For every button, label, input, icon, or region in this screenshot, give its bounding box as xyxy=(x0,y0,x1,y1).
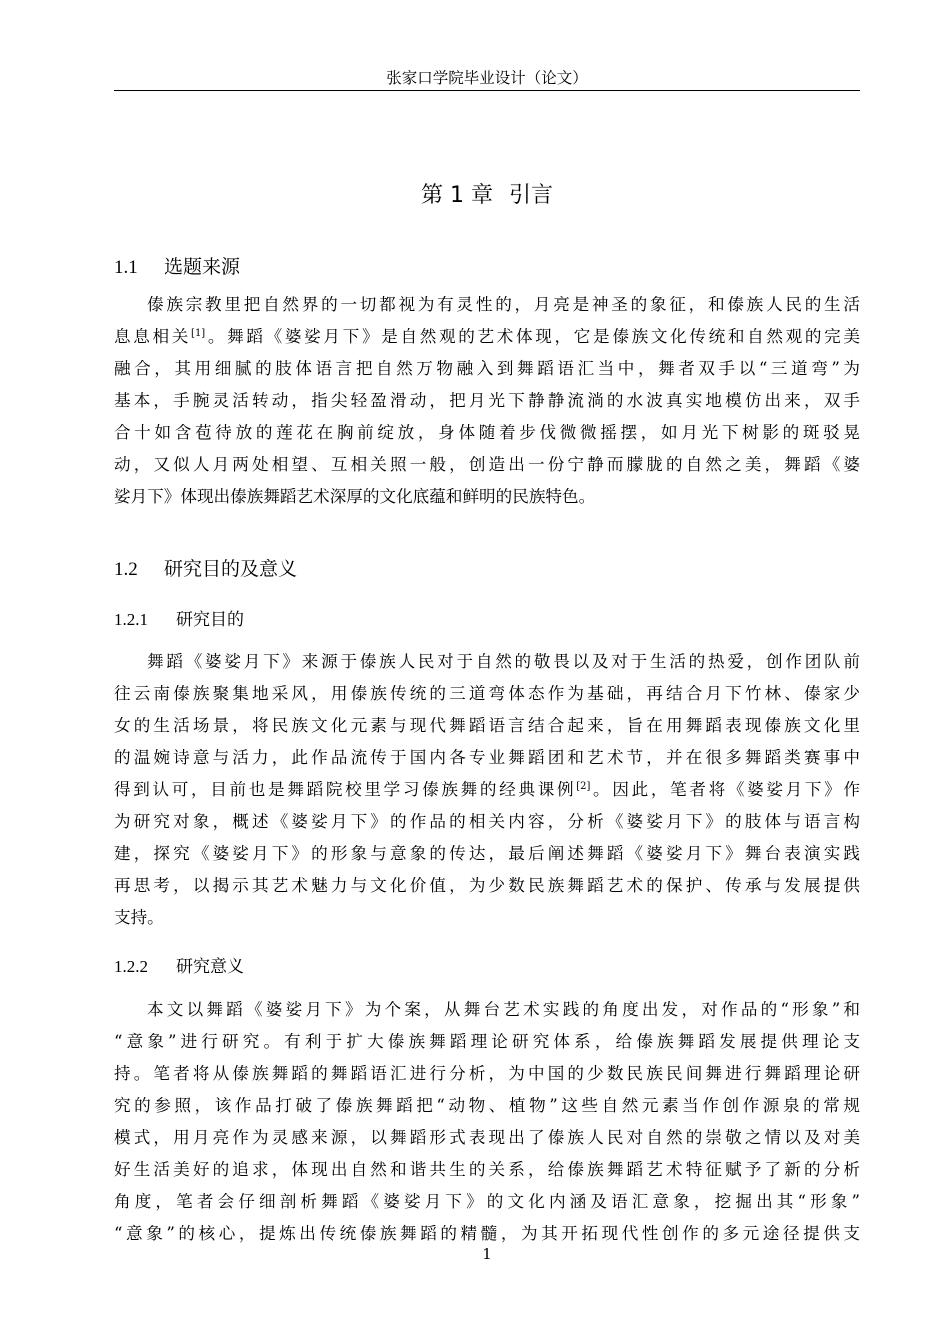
paragraph-1-2-1 xyxy=(114,646,860,934)
paragraph-line: 舞蹈《婆娑月下》来源于傣族人民对于自然的敬畏以及对于生活的热爱，创作团队前 xyxy=(147,652,860,671)
paragraph-line: 娑月下》体现出傣族舞蹈艺术深厚的文化底蕴和鲜明的民族特色。 xyxy=(114,487,596,506)
page-number: 1 xyxy=(482,1245,492,1263)
paragraph-line: 动，又似人月两处相望、互相关照一般，创造出一份宁静而朦胧的自然之美，舞蹈《婆 xyxy=(114,455,860,474)
section-heading-1-2 xyxy=(114,554,297,584)
paragraph-line: 本文以舞蹈《婆娑月下》为个案，从舞台艺术实践的角度出发，对作品的“形象”和 xyxy=(147,1000,860,1019)
subsection-number: 1.2.2 xyxy=(114,957,148,976)
citation-ref: [1] xyxy=(191,328,206,339)
citation-ref: [2] xyxy=(576,781,591,792)
paragraph-1-2-2 xyxy=(114,994,860,1250)
section-heading-1-1 xyxy=(114,252,240,282)
paragraph-line: 为研究对象，概述《婆娑月下》的作品的相关内容，分析《婆娑月下》的肢体与语言构 xyxy=(114,812,860,831)
paragraph-line: 支持。 xyxy=(114,908,164,927)
section-title: 选题来源 xyxy=(164,256,241,278)
subsection-title: 研究意义 xyxy=(176,957,244,977)
chapter-title: 引言 xyxy=(508,183,553,208)
paragraph-line: 女的生活场景，将民族文化元素与现代舞蹈语言结合起来，旨在用舞蹈表现傣族文化里 xyxy=(114,716,860,735)
paragraph-line: 基本，手腕灵活转动，指尖轻盈滑动，把月光下静静流淌的水波真实地模仿出来，双手 xyxy=(114,391,860,410)
subsection-number: 1.2.1 xyxy=(114,610,148,629)
paragraph-line: 得到认可，目前也是舞蹈院校里学习傣族舞的经典课例[2]。因此，笔者将《婆娑月下》作 xyxy=(114,780,861,799)
subsection-title: 研究目的 xyxy=(176,610,244,630)
paragraph-line: 持。笔者将从傣族舞蹈的舞蹈语汇进行分析，为中国的少数民族民间舞进行舞蹈理论研 xyxy=(114,1064,860,1083)
paragraph-line: 傣族宗教里把自然界的一切都视为有灵性的，月亮是神圣的象征，和傣族人民的生活 xyxy=(147,295,860,314)
paragraph-line: “意象”进行研究。有利于扩大傣族舞蹈理论研究体系，给傣族舞蹈发展提供理论支 xyxy=(114,1032,860,1051)
paragraph-line: 究的参照，该作品打破了傣族舞蹈把“动物、植物”这些自然元素当作创作源泉的常规 xyxy=(114,1096,860,1115)
chapter-number: 第 1 章 xyxy=(421,183,493,208)
chapter-heading xyxy=(114,178,860,214)
paragraph-line: 角度，笔者会仔细剖析舞蹈《婆娑月下》的文化内涵及语汇意象，挖掘出其“形象” xyxy=(114,1192,860,1211)
paragraph-line: “意象”的核心，提炼出传统傣族舞蹈的精髓，为其开拓现代性创作的多元途径提供支 xyxy=(114,1224,860,1243)
paragraph-line: 模式，用月亮作为灵感来源，以舞蹈形式表现出了傣族人民对自然的崇敬之情以及对美 xyxy=(114,1128,860,1147)
paragraph-line: 往云南傣族聚集地采风，用傣族传统的三道弯体态作为基础，再结合月下竹林、傣家少 xyxy=(114,684,860,703)
paragraph-1-1 xyxy=(114,289,860,513)
paragraph-line: 再思考，以揭示其艺术魅力与文化价值，为少数民族舞蹈艺术的保护、传承与发展提供 xyxy=(114,876,860,895)
paragraph-line: 合十如含苞待放的莲花在胸前绽放，身体随着步伐微微摇摆，如月光下树影的斑驳晃 xyxy=(114,423,860,442)
subsection-heading-1-2-2 xyxy=(114,952,244,982)
section-number: 1.2 xyxy=(114,559,138,580)
paragraph-line: 建，探究《婆娑月下》的形象与意象的传达，最后阐述舞蹈《婆娑月下》舞台表演实践 xyxy=(114,844,860,863)
paragraph-line: 息息相关[1]。舞蹈《婆娑月下》是自然观的艺术体现，它是傣族文化传统和自然观的完美 xyxy=(114,327,861,346)
paragraph-line: 好生活美好的追求，体现出自然和谐共生的关系，给傣族舞蹈艺术特征赋予了新的分析 xyxy=(114,1160,860,1179)
section-number: 1.1 xyxy=(114,257,138,278)
header-rule xyxy=(114,90,860,91)
running-header: 张家口学院毕业设计（论文） xyxy=(386,69,588,87)
paragraph-line: 融合，其用细腻的肢体语言把自然万物融入到舞蹈语汇当中，舞者双手以“三道弯”为 xyxy=(114,359,860,378)
paragraph-line: 的温婉诗意与活力，此作品流传于国内各专业舞蹈团和艺术节，并在很多舞蹈类赛事中 xyxy=(114,748,860,767)
subsection-heading-1-2-1 xyxy=(114,605,244,635)
section-title: 研究目的及意义 xyxy=(164,558,298,580)
